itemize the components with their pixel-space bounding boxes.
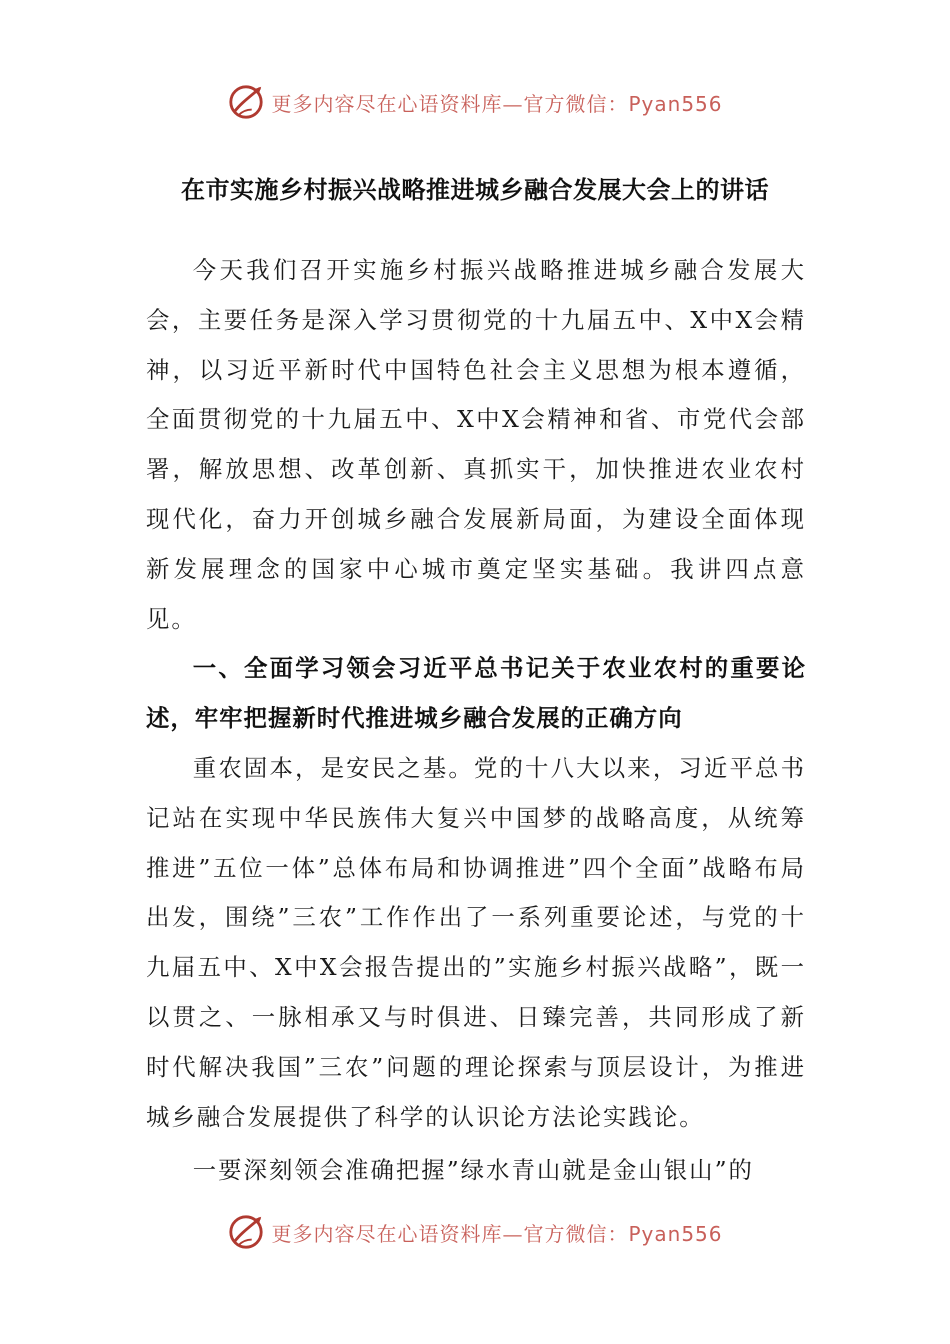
- wechat-id: Pyan556: [628, 91, 723, 116]
- paragraph-section-1: 重农固本，是安民之基。党的十八大以来，习近平总书记站在实现中华民族伟大复兴中国梦的战略高度，从统筹推进”五位一体”总体布局和协调推进”四个全面”战略布局出发，围绕”三农”工作作出了一系列重要论述，与党的十九届五中、X中X会报告提出的”实施乡村振兴战略”，既一以贯之、一脉相承又与时俱进、日臻完善，共同形成了新时代解决我国”三农”问题的理论探索与顶层设计，为推进城乡融合发展提供了科学的认识论方法论实践论。: [146, 753, 806, 1131]
- document-body: [146, 246, 806, 1196]
- pen-logo-icon: [227, 1213, 265, 1251]
- paragraph-point-1: 一要深刻领会准确把握”绿水青山就是金山银山”的: [192, 1156, 754, 1185]
- pen-logo-icon: [227, 83, 265, 121]
- wechat-id: Pyan556: [628, 1221, 723, 1246]
- paragraph-intro: 今天我们召开实施乡村振兴战略推进城乡融合发展大会，主要任务是深入学习贯彻党的十九届五中、X中X会精神，以习近平新时代中国特色社会主义思想为根本遵循，全面贯彻党的十九届五中、X中X会精神和省、市党代会部署，解放思想、改革创新、真抓实干，加快推进农业农村现代化，奋力开创城乡融合发展新局面，为建设全面体现新发展理念的国家中心城市奠定坚实基础。我讲四点意见。: [146, 256, 806, 633]
- watermark-banner-top: [0, 80, 950, 124]
- watermark-text: 更多内容尽在心语资料库—官方微信：Pyan556: [271, 1221, 723, 1246]
- watermark-content: [227, 1213, 722, 1251]
- watermark-content: [227, 83, 722, 121]
- document-title: 在市实施乡村振兴战略推进城乡融合发展大会上的讲话: [181, 176, 769, 204]
- watermark-text: 更多内容尽在心语资料库—官方微信：Pyan556: [271, 91, 723, 116]
- watermark-banner-bottom: [0, 1210, 950, 1254]
- section-heading-1: 一、全面学习领会习近平总书记关于农业农村的重要论述，牢牢把握新时代推进城乡融合发展的正确方向: [146, 654, 806, 733]
